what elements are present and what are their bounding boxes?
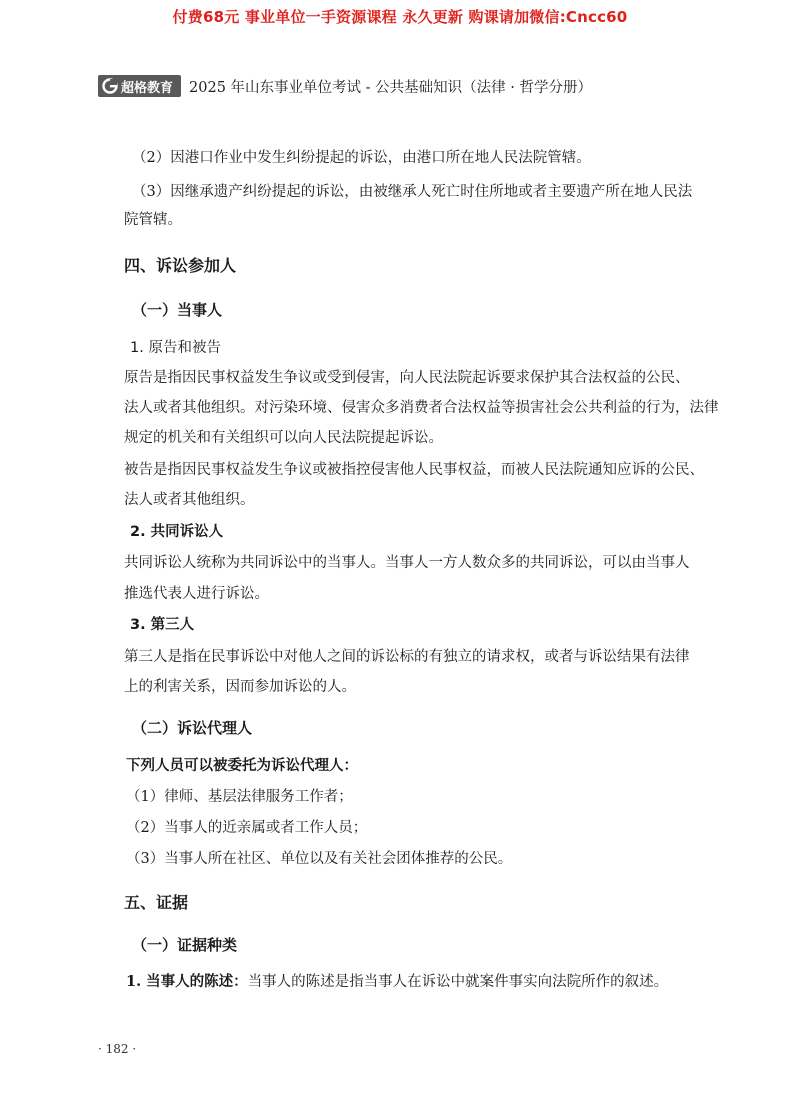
section-heading: 五、证据 [124,893,189,912]
item-heading: 2. 共同诉讼人 [130,524,224,540]
watermark-banner: 付费68元 事业单位一手资源课程 永久更新 购课请加微信:Cncc60 [172,8,628,26]
paragraph-line: 第三人是指在民事诉讼中对他人之间的诉讼标的有独立的请求权，或者与诉讼结果有法律 [124,649,690,665]
header-title: 2025 年山东事业单位考试 - 公共基础知识（法律 · 哲学分册） [189,79,592,96]
paragraph-line: 推选代表人进行诉讼。 [124,586,269,602]
paragraph-line: （2）因港口作业中发生纠纷提起的诉讼，由港口所在地人民法院管辖。 [132,150,591,166]
paragraph-line: 共同诉讼人统称为共同诉讼中的当事人。当事人一方人数众多的共同诉讼，可以由当事人 [124,555,690,571]
paragraph-line [126,972,706,992]
term-definition: 当事人的陈述是指当事人在诉讼中就案件事实向法院所作的叙述。 [247,974,669,990]
paragraph-line: 下列人员可以被委托为诉讼代理人： [126,757,358,774]
paragraph-line: 上的利害关系，因而参加诉讼的人。 [124,679,356,695]
page-header [98,74,592,98]
paragraph-line: 院管辖。 [124,212,182,228]
item-heading: 3. 第三人 [130,617,195,633]
paragraph-line: （3）因继承遗产纠纷提起的诉讼，由被继承人死亡时住所地或者主要遗产所在地人民法 [132,184,693,200]
logo-text: 超格教育 [121,80,174,96]
subsection-heading: （一）证据种类 [132,936,238,954]
paragraph-line: 被告是指因民事权益发生争议或被指控侵害他人民事权益，而被人民法院通知应诉的公民、 [124,462,704,478]
section-heading: 四、诉讼参加人 [124,256,237,275]
list-item: （2）当事人的近亲属或者工作人员； [126,820,368,836]
subsection-heading: （二）诉讼代理人 [132,719,253,737]
subsection-heading: （一）当事人 [132,301,223,319]
publisher-logo [98,75,181,97]
logo-g-icon [102,78,118,94]
paragraph-line: 法人或者其他组织。 [124,492,255,508]
paragraph-line: 原告是指因民事权益发生争议或受到侵害，向人民法院起诉要求保护其合法权益的公民、 [124,370,690,386]
list-item: （1）律师、基层法律服务工作者； [126,789,353,805]
page-number: · 182 · [98,1042,137,1056]
list-item: （3）当事人所在社区、单位以及有关社会团体推荐的公民。 [126,851,513,867]
term-label: 1. 当事人的陈述： [126,973,248,990]
paragraph-line: 法人或者其他组织。对污染环境、侵害众多消费者合法权益等损害社会公共利益的行为，法律 [124,400,719,416]
paragraph-line: 规定的机关和有关组织可以向人民法院提起诉讼。 [124,430,443,446]
item-heading: 1. 原告和被告 [130,340,221,356]
